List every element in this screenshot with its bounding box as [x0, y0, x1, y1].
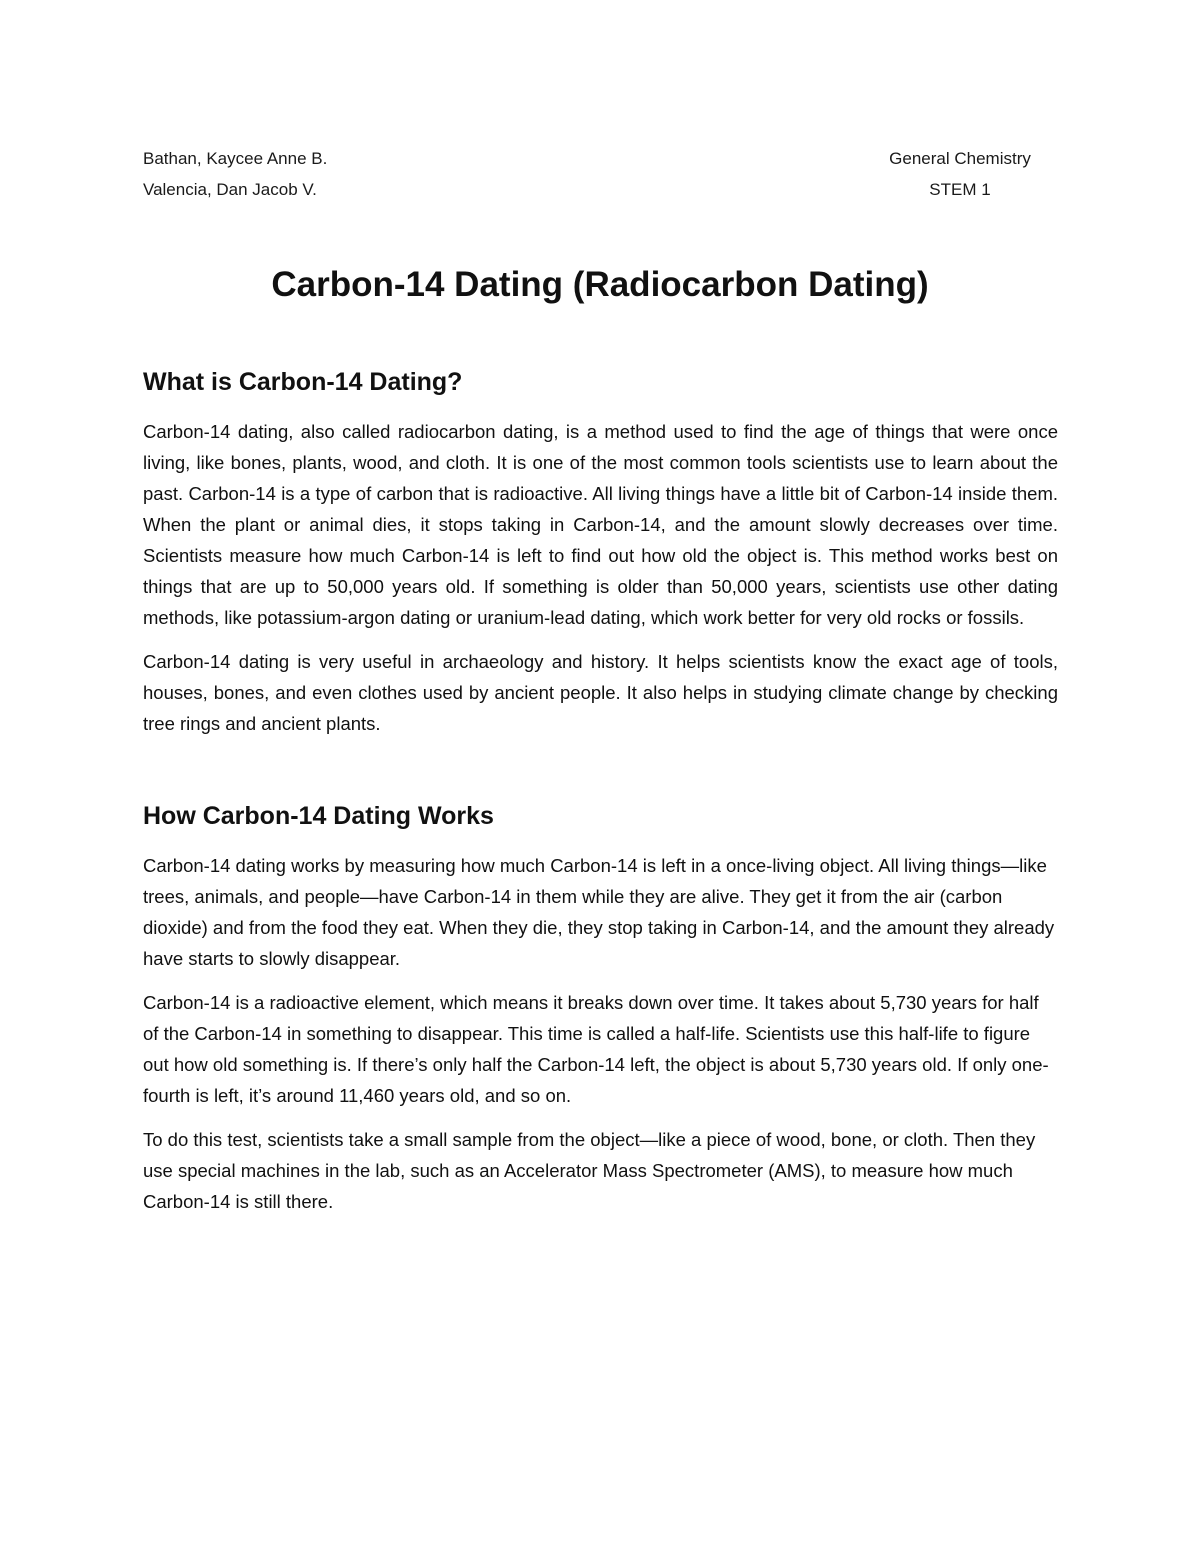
document-title: Carbon-14 Dating (Radiocarbon Dating) — [271, 265, 929, 304]
student-name-1: Bathan, Kaycee Anne B. — [143, 149, 328, 168]
section-heading-what-is: What is Carbon-14 Dating? — [143, 368, 463, 396]
subject-name: General Chemistry — [889, 149, 1031, 168]
header-row-2 — [143, 174, 1045, 205]
section-spacer — [143, 752, 1058, 796]
header-row-1 — [143, 143, 1045, 174]
section-heading-how-it-works: How Carbon-14 Dating Works — [143, 802, 494, 830]
paragraph-how-it-works-1: Carbon-14 dating works by measuring how much Carbon-14 is left in a once-living object. All living things—like trees, animals, and people—have Carbon-14 in them while they are alive. They get it from the air (carbon dioxide) and from the food they eat. When they die, they stop taking in Carbon-14, and the amount they already have starts to slowly disappear. — [143, 855, 1055, 969]
paragraph-how-it-works-2: Carbon-14 is a radioactive element, which means it breaks down over time. It takes about 5,730 years for half of the Carbon-14 in something to disappear. This time is called a half-life. Scientists use this half-life to figure out how old something is. If there’s only half the Carbon-14 left, the object is about 5,730 years old. If only one-fourth is left, it’s around 11,460 years old, and so on. — [143, 992, 1049, 1106]
section-name: STEM 1 — [929, 180, 991, 199]
document-header — [143, 143, 1045, 205]
student-name-2: Valencia, Dan Jacob V. — [143, 180, 317, 199]
paragraph-what-is-2: Carbon-14 dating is very useful in archaeology and history. It helps scientists know the exact age of tools, houses, bones, and even clothes used by ancient people. It also helps in studying climate change by checking tree rings and ancient plants. — [143, 651, 1058, 734]
document-body — [143, 362, 1058, 1230]
paragraph-what-is-1: Carbon-14 dating, also called radiocarbon dating, is a method used to find the age of things that were once living, like bones, plants, wood, and cloth. It is one of the most common tools scientists use to learn about the past. Carbon-14 is a type of carbon that is radioactive. All living things have a little bit of Carbon-14 inside them. When the plant or animal dies, it stops taking in Carbon-14, and the amount slowly decreases over time. Scientists measure how much Carbon-14 is left to find out how old the object is. This method works best on things that are up to 50,000 years old. If something is older than 50,000 years, scientists use other dating methods, like potassium-argon dating or uranium-lead dating, which work better for very old rocks or fossils. — [143, 421, 1058, 628]
paragraph-how-it-works-3: To do this test, scientists take a small sample from the object—like a piece of wood, bone, or cloth. Then they use special machines in the lab, such as an Accelerator Mass Spectrometer (AMS), to measure how much Carbon-14 is still there. — [143, 1129, 1036, 1212]
